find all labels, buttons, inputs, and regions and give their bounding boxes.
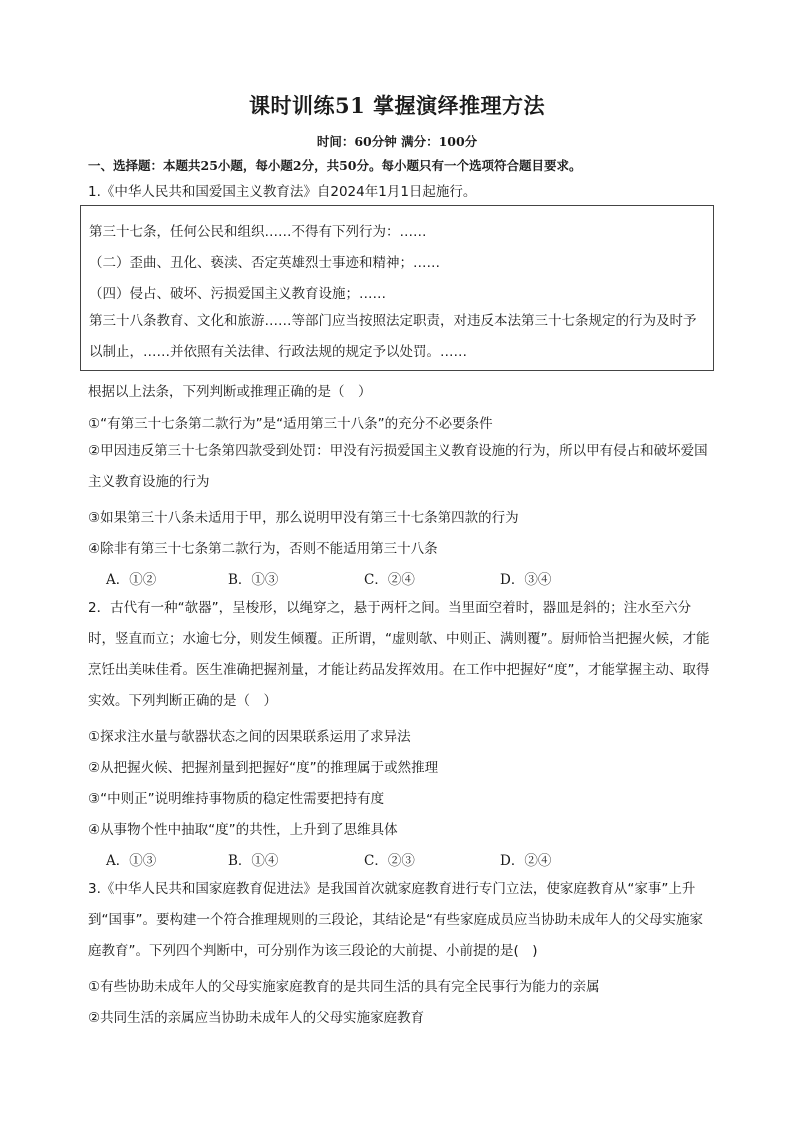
q2-statement-1: ①探求注水量与欹器状态之间的因果联系运用了求异法	[88, 729, 411, 745]
law-line-3: （四）侵占、破坏、污损爱国主义教育设施；……	[89, 286, 386, 302]
q1-statement-4: ④除非有第三十七条第二款行为，否则不能适用第三十八条	[88, 541, 438, 557]
law-excerpt-box	[80, 205, 714, 371]
q1-statement-2: ②甲因违反第三十七条第四款受到处罚：甲没有污损爱国主义教育设施的行为，所以甲有侵占和破坏爱国主义教育设施的行为	[88, 443, 708, 490]
q2-option-d[interactable]: D．②④	[500, 853, 552, 869]
q1-statement-1: ①“有第三十七条第二款行为”是“适用第三十八条”的充分不必要条件	[88, 416, 493, 432]
q3-stem: 3.《中华人民共和国家庭教育促进法》是我国首次就家庭教育进行专门立法，使家庭教育从“家事”上升到“国事”。要构建一个符合推理规则的三段论，其结论是“有些家庭成员应当协助未成年人的父母实施家庭教育”。下列四个判断中，可分别作为该三段论的大前提、小前提的是( )	[88, 881, 703, 959]
q2-option-a[interactable]: A．①③	[106, 853, 157, 869]
q1-statement-3: ③如果第三十八条未适用于甲，那么说明甲没有第三十七条第四款的行为	[88, 510, 519, 526]
q2-statement-3: ③“中则正”说明维持事物质的稳定性需要把持有度	[88, 791, 385, 807]
q2-option-b[interactable]: B．①④	[228, 853, 279, 869]
law-line-1: 第三十七条，任何公民和组织……不得有下列行为：……	[89, 224, 427, 240]
q1-option-a[interactable]: A．①②	[106, 572, 157, 588]
q1-option-b[interactable]: B．①③	[228, 572, 279, 588]
q2-option-c[interactable]: C．②③	[364, 853, 415, 869]
q3-statement-2: ②共同生活的亲属应当协助未成年人的父母实施家庭教育	[88, 1010, 425, 1026]
exam-meta: 时间：60分钟 满分：100分	[316, 134, 478, 149]
q1-ask: 根据以上法条，下列判断或推理正确的是（ ）	[88, 384, 372, 400]
section-heading: 一、选择题：本题共25小题，每小题2分，共50分。每小题只有一个选项符合题目要求。	[88, 158, 582, 173]
law-line-4: 第三十八条教育、文化和旅游……等部门应当按照法定职责，对违反本法第三十七条规定的行为及时予以制止，……并依照有关法律、行政法规的规定予以处罚。……	[89, 313, 697, 360]
q1-option-c[interactable]: C．②④	[364, 572, 415, 588]
q1-option-d[interactable]: D．③④	[500, 572, 552, 588]
law-line-2: （二）歪曲、丑化、亵渎、否定英雄烈士事迹和精神；……	[89, 255, 440, 271]
q3-statement-1: ①有些协助未成年人的父母实施家庭教育的是共同生活的具有完全民事行为能力的亲属	[88, 979, 600, 995]
q2-stem: 2．古代有一种“欹器”，呈梭形，以绳穿之，悬于两杆之间。当里面空着时，器皿是斜的；注水至六分时，竖直而立；水逾七分，则发生倾覆。正所谓，“虚则欹、中则正、满则覆”。厨师恰当把握火候，才能烹饪出美味佳肴。医生准确把握剂量，才能让药品发挥效用。在工作中把握好“度”，才能掌握主动、取得实效。下列判断正确的是（ ）	[88, 600, 710, 709]
q2-statement-4: ④从事物个性中抽取“度”的共性，上升到了思维具体	[88, 822, 398, 838]
q1-stem: 1.《中华人民共和国爱国主义教育法》自2024年1月1日起施行。	[88, 184, 477, 200]
q2-statement-2: ②从把握火候、把握剂量到把握好“度”的推理属于或然推理	[88, 760, 439, 776]
page-title: 课时训练51 掌握演绎推理方法	[248, 93, 546, 118]
